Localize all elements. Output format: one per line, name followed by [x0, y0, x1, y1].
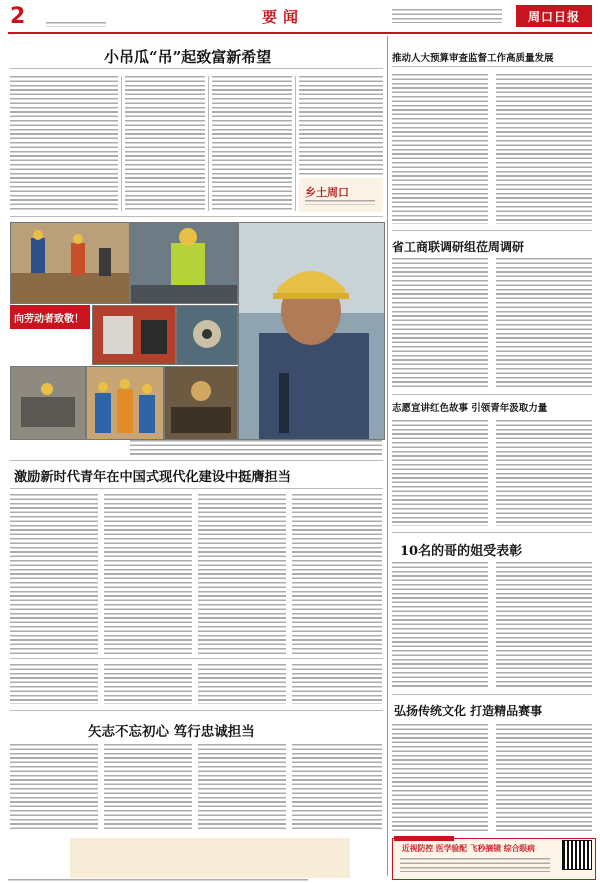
article-text [496, 258, 592, 388]
article-text [292, 664, 382, 704]
headline-original: 矢志不忘初心 笃行忠诚担当 [88, 724, 255, 740]
article-text [10, 664, 98, 704]
qr-code-icon [562, 840, 592, 870]
photo-worker-portrait [238, 222, 385, 440]
labor-banner: 向劳动者致敬！ [14, 314, 84, 325]
photo-caption [130, 440, 382, 456]
ad-title: 近视防控 医学验配 飞秒摘镜 综合眼病 [402, 844, 535, 853]
headline-volunteer: 志愿宣讲红色故事 引领青年汲取力量 [392, 403, 548, 414]
article-text [212, 76, 292, 211]
photo-workers-shovel [10, 222, 130, 304]
village-label: 乡土周口 [305, 186, 349, 199]
article-text [299, 76, 383, 176]
divider [392, 394, 592, 395]
article-text [496, 724, 592, 832]
article-text [10, 494, 98, 654]
headline-drivers: 10名的哥的姐受表彰 [400, 544, 523, 559]
article-text [496, 562, 592, 688]
ad-details [400, 858, 550, 872]
divider [10, 488, 383, 489]
labor-banner-box [10, 305, 90, 329]
village-sub [305, 200, 375, 205]
divider [10, 710, 383, 711]
article-text [392, 74, 488, 224]
page-number: 2 [10, 4, 26, 29]
article-text [198, 744, 286, 832]
main-column-divider [387, 36, 388, 876]
divider [392, 230, 592, 231]
ad-top-strip [394, 836, 454, 841]
article-text [104, 494, 192, 654]
photo-worker-vest [130, 222, 238, 304]
village-logo-box [299, 178, 383, 212]
divider [392, 66, 592, 67]
date-line [46, 22, 106, 27]
article-text [104, 744, 192, 832]
newspaper-logo: 周口日报 [516, 5, 592, 27]
article-text [392, 562, 488, 688]
headline-melon: 小吊瓜“吊”起致富新希望 [104, 48, 272, 66]
headline-tradition: 弘扬传统文化 打造精品赛事 [394, 704, 543, 718]
photo-equipment [92, 305, 176, 365]
article-text [198, 664, 286, 704]
article-text [392, 724, 488, 832]
article-text [10, 744, 98, 832]
divider [10, 658, 383, 659]
divider [10, 216, 383, 217]
article-text [392, 420, 488, 526]
article-text [125, 76, 205, 211]
editor-credits [392, 9, 502, 23]
headline-budget: 推动人大预算审查监督工作高质量发展 [392, 53, 554, 64]
photo-machinery [176, 305, 238, 365]
promo-banner [70, 838, 350, 878]
headline-youth: 激励新时代青年在中国式现代化建设中挺膺担当 [14, 470, 291, 485]
photo-engineers [86, 366, 164, 440]
article-text [10, 76, 118, 211]
article-text [198, 494, 286, 654]
divider [392, 532, 592, 533]
article-text [392, 258, 488, 388]
divider [392, 694, 592, 695]
article-text [104, 664, 192, 704]
column-divider [208, 76, 209, 211]
article-text [292, 744, 382, 832]
column-divider [295, 76, 296, 211]
headline-commerce: 省工商联调研组莅周调研 [392, 240, 525, 254]
photo-construction [10, 366, 86, 440]
divider [10, 68, 383, 69]
footer-text [8, 879, 308, 883]
column-divider [121, 76, 122, 211]
article-text [292, 494, 382, 654]
masthead-rule [8, 32, 592, 34]
article-text [496, 74, 592, 224]
section-title: 要闻 [262, 8, 305, 26]
article-text [496, 420, 592, 526]
photo-workshop [164, 366, 238, 440]
divider [10, 460, 383, 461]
